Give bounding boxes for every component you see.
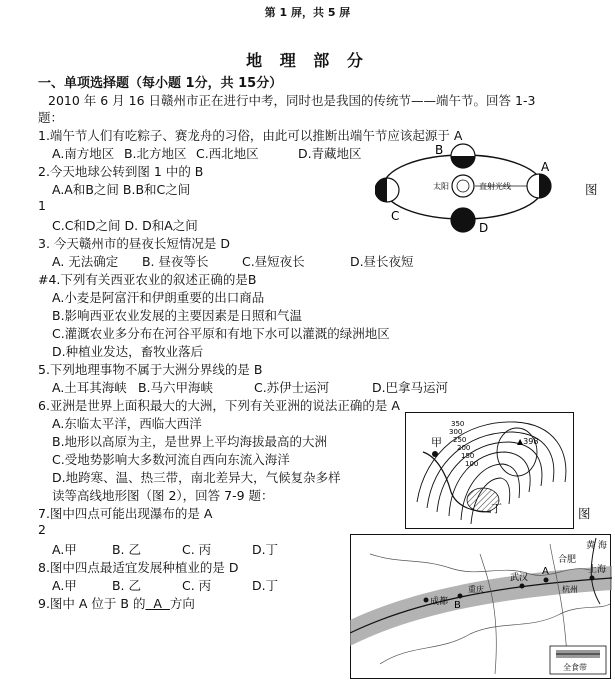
q8-option-a: A.甲 bbox=[52, 578, 77, 593]
q3-options bbox=[52, 252, 414, 270]
fig1-caption: 图 bbox=[585, 182, 598, 197]
q1-option-a: A.南方地区 bbox=[52, 146, 115, 161]
q5-option-d: D.巴拿马运河 bbox=[371, 380, 449, 395]
q5-options bbox=[52, 378, 448, 396]
fig2-caption: 图 bbox=[578, 506, 591, 521]
q6-option-a: A.东临太平洋，西临大西洋 bbox=[52, 416, 202, 431]
q7-option-c: C. 丙 bbox=[181, 542, 212, 557]
peak-label: ▲398 bbox=[517, 437, 539, 446]
q5-option-c: C.苏伊士运河 bbox=[253, 380, 330, 395]
q8-options bbox=[52, 576, 278, 594]
city-shanghai bbox=[590, 576, 595, 581]
contour-label-200: 200 bbox=[457, 444, 471, 452]
read-fig2-instruction: 读等高线地形图（图 2），回答 7-9 题： bbox=[52, 488, 274, 503]
q2-options-line1: A.A和B之间 B.B和C之间 bbox=[52, 182, 191, 197]
q4-option-a: A.小麦是阿富汗和伊朗重要的出口商品 bbox=[52, 290, 265, 305]
contour-label-300: 300 bbox=[449, 428, 463, 436]
q8-option-b: B. 乙 bbox=[111, 578, 142, 593]
label-hefei: 合肥 bbox=[558, 555, 577, 565]
q4-stem: #4.下列有关西亚农业的叙述正确的是B bbox=[38, 272, 257, 287]
q6-option-c: C.受地势影响大多数河流自西向东流入海洋 bbox=[52, 452, 290, 467]
q7-options bbox=[52, 540, 278, 558]
label-shanghai: 上海 bbox=[588, 565, 607, 575]
intro-line-2: 题： bbox=[38, 110, 64, 125]
section-heading: 一、单项选择题（每小题 1分，共 15分） bbox=[38, 76, 283, 91]
q1-options bbox=[52, 144, 362, 162]
label-point-b: B bbox=[454, 600, 461, 611]
sun-label: 太阳 bbox=[433, 182, 449, 191]
q9-answer-blank: A bbox=[145, 596, 170, 611]
city-wuhan bbox=[520, 584, 525, 589]
label-chongqing: 重庆 bbox=[468, 585, 484, 594]
earth-c bbox=[375, 178, 399, 202]
earth-b bbox=[451, 144, 475, 168]
q7-option-d: D.丁 bbox=[251, 542, 279, 557]
intro-line-1: 2010 年 6 月 16 日赣州市正在进行中考，同时也是我国的传统节——端午节。回答 1-3 bbox=[48, 93, 536, 108]
q4-option-c: C.灌溉农业多分布在河谷平原和有地下水可以灌溉的绿洲地区 bbox=[52, 326, 390, 341]
q5-stem: 5.下列地理事物不属于大洲分界线的是 B bbox=[38, 362, 263, 377]
q2-figure-number: 1 bbox=[38, 198, 46, 213]
q9-line bbox=[38, 594, 195, 612]
label-jia: 甲 bbox=[431, 436, 442, 449]
q5-option-a: A.土耳其海峡 bbox=[52, 380, 127, 395]
contour-label-250: 250 bbox=[453, 436, 467, 444]
label-ding: 丁 bbox=[491, 502, 502, 515]
point-jia bbox=[432, 451, 438, 457]
q2-stem: 2.今天地球公转到图 1 中的 B bbox=[38, 164, 204, 179]
page-title: 地 理 部 分 bbox=[246, 51, 369, 70]
q1-option-d: D.青藏地区 bbox=[297, 146, 362, 161]
contour-label-100: 100 bbox=[465, 460, 479, 468]
q9-stem-start: 9.图中 A 位于 B 的 bbox=[38, 596, 146, 611]
legend-label: 全食带 bbox=[563, 663, 587, 672]
label-wuhan: 武汉 bbox=[510, 573, 529, 583]
q5-option-b: B.马六甲海峡 bbox=[137, 380, 214, 395]
fig2-contour-map bbox=[405, 412, 575, 530]
q1-option-c: C.西北地区 bbox=[195, 146, 259, 161]
label-chengdu: 成都 bbox=[430, 597, 449, 607]
q8-option-d: D.丁 bbox=[251, 578, 279, 593]
label-point-a: A bbox=[542, 566, 549, 577]
label-c: C bbox=[391, 209, 400, 223]
q7-option-a: A.甲 bbox=[52, 542, 77, 557]
label-b: B bbox=[435, 143, 444, 157]
earth-d bbox=[451, 208, 475, 232]
contour-label-350: 350 bbox=[451, 420, 465, 428]
fig1-orbit-diagram bbox=[375, 140, 585, 235]
q1-option-b: B.北方地区 bbox=[123, 146, 187, 161]
q3-stem: 3. 今天赣州市的昼夜长短情况是 D bbox=[38, 236, 230, 251]
city-chengdu bbox=[424, 598, 429, 603]
sun-symbol bbox=[452, 175, 474, 197]
q4-option-b: B.影响西亚农业发展的主要因素是日照和气温 bbox=[52, 308, 303, 323]
ray-label: 直射光线 bbox=[479, 182, 511, 191]
q8-option-c: C. 丙 bbox=[181, 578, 212, 593]
q7-option-b: B. 乙 bbox=[111, 542, 142, 557]
q7-stem: 7.图中四点可能出现瀑布的是 A bbox=[38, 506, 213, 521]
q1-stem: 1.端午节人们有吃粽子、赛龙舟的习俗，由此可以推断出端午节应该起源于 A bbox=[38, 128, 463, 143]
label-sea: 黄 海 bbox=[586, 541, 607, 551]
q9-stem-end: 方向 bbox=[169, 596, 195, 611]
map-legend bbox=[550, 646, 606, 674]
q6-stem: 6.亚洲是世界上面积最大的大洲，下列有关亚洲的说法正确的是 A bbox=[38, 398, 400, 413]
contour-label-150: 150 bbox=[461, 452, 475, 460]
q6-option-d: D.地跨寒、温、热三带，南北差异大，气候复杂多样 bbox=[52, 470, 341, 485]
q3-option-d: D.昼长夜短 bbox=[349, 254, 414, 269]
q3-option-b: B. 昼夜等长 bbox=[141, 254, 209, 269]
fig3-eclipse-map bbox=[350, 534, 612, 680]
label-d: D bbox=[479, 221, 489, 235]
q2-options-line2: C.C和D之间 D. D和A之间 bbox=[52, 218, 198, 233]
q8-stem: 8.图中四点最适宜发展种植业的是 D bbox=[38, 560, 239, 575]
label-a: A bbox=[541, 160, 550, 174]
q3-option-c: C.昼短夜长 bbox=[241, 254, 305, 269]
q6-option-b: B.地形以高原为主，是世界上平均海拔最高的大洲 bbox=[52, 434, 328, 449]
q4-option-d: D.种植业发达，畜牧业落后 bbox=[52, 344, 204, 359]
q3-option-a: A. 无法确定 bbox=[52, 254, 119, 269]
q7-figure-number: 2 bbox=[38, 522, 46, 537]
point-a bbox=[544, 578, 549, 583]
earth-a bbox=[527, 174, 551, 198]
page-header: 第 1 屏，共 5 屏 bbox=[264, 6, 351, 19]
point-b bbox=[458, 594, 463, 599]
label-hangzhou: 杭州 bbox=[562, 585, 578, 594]
